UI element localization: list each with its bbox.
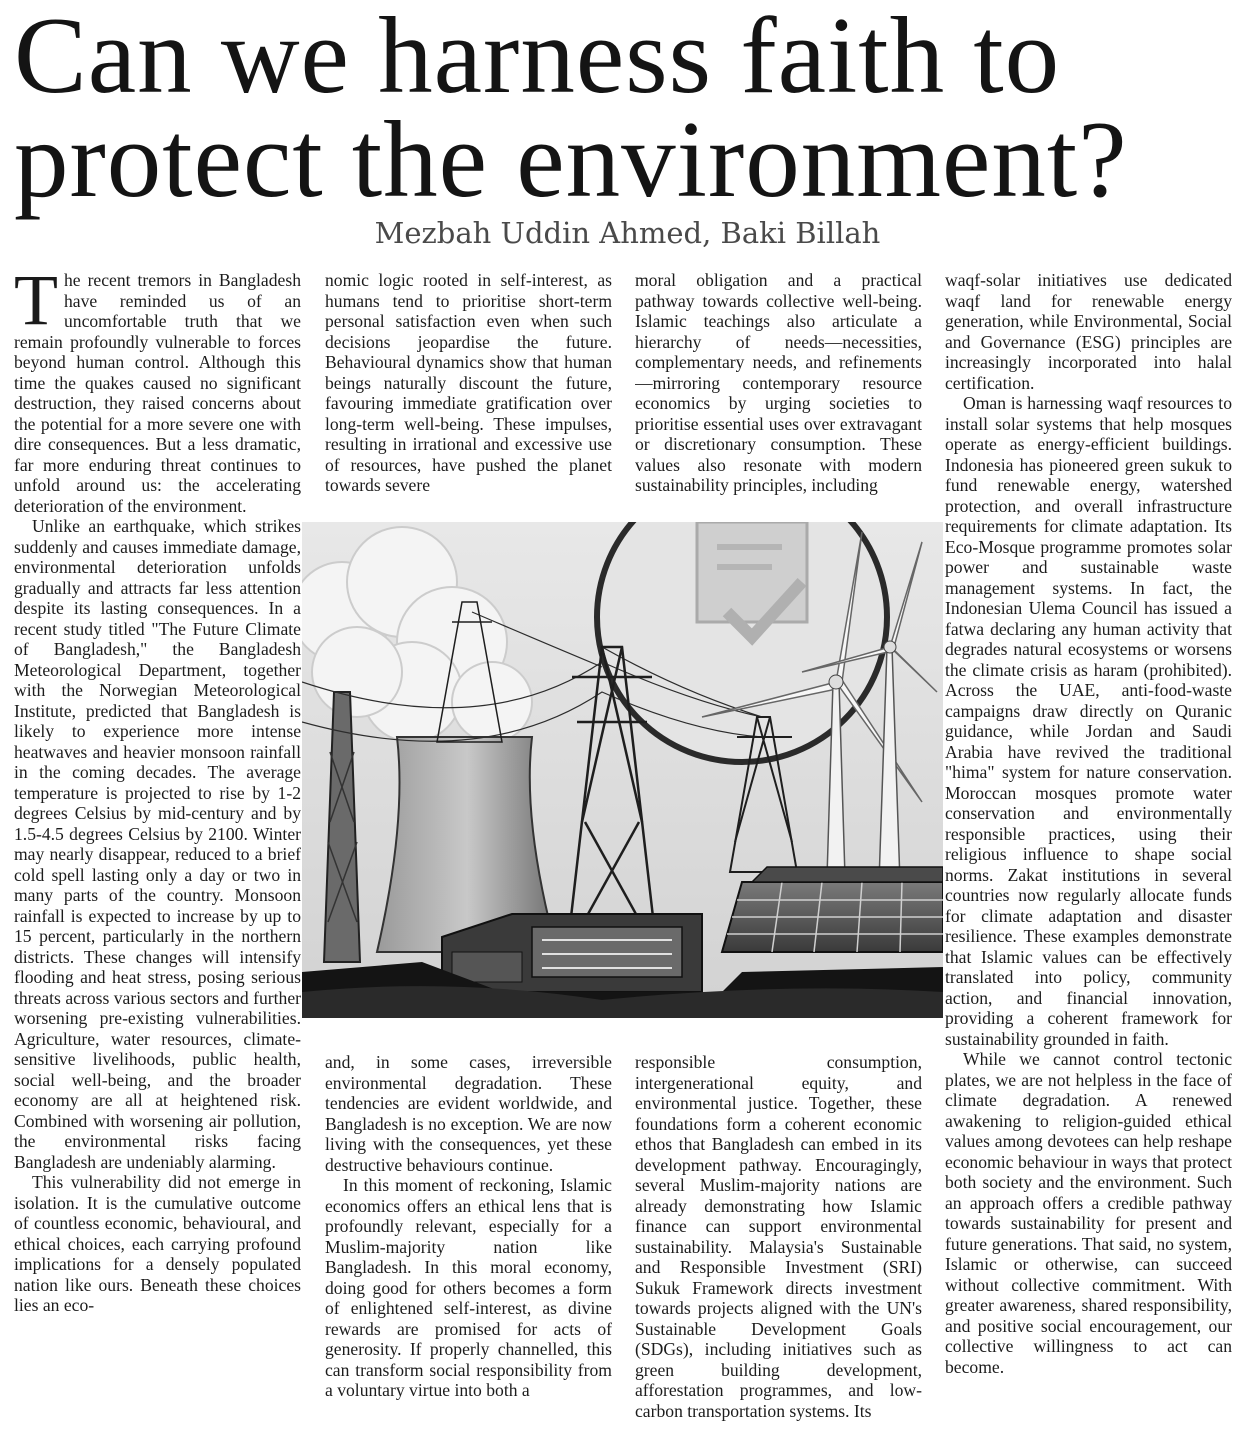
paragraph: responsible consumption, intergenerational equity, and environmental justice. Together, these foundations form a coherent economic ethos that Bangladesh can embed in its development pathway. Encouragingly, several Muslim-majority nations are already demonstrating how Islamic finance can support environmental sustainability. Malaysia's Sustainable and Responsible Investment (SRI) Sukuk Framework directs investment towards projects aligned with the UN's Sustainable Development Goals (SDGs), including initiatives such as green building development, afforestation programmes, and low-carbon transportation systems. Its — [635, 1052, 922, 1421]
column-4 — [945, 270, 1232, 1430]
drop-cap: T — [14, 270, 58, 340]
energy-illustration — [302, 522, 943, 1018]
byline-authors: Mezbah Uddin Ahmed, Baki Billah — [374, 216, 881, 250]
paragraph: In this moment of reckoning, Islamic economics offers an ethical lens that is profoundly relevant, especially for a Muslim-majority nation like Bangladesh. In this moral economy, doing good for others becomes a form of enlightened self-interest, as divine rewards are promised for acts of generosity. If properly channelled, this can transform social responsibility from a voluntary virtue into both a — [325, 1175, 612, 1400]
paragraph: nomic logic rooted in self-interest, as humans tend to prioritise short-term personal satisfaction even when such decisions jeopardise the future. Behavioural dynamics show that human beings naturally discount the future, favouring immediate gratification over long-term well-being. These impulses, resulting in irrational and excessive use of resources, have pushed the planet towards severe — [325, 270, 612, 495]
headline-line-2: protect the environment? — [14, 99, 1128, 220]
paragraph: The recent tremors in Bangladesh have reminded us of an uncomfortable truth that we remain profoundly vulnerable to forces beyond human control. Although this time the quakes caused no significant destruction, they raised concerns about the potential for a more severe one with dire consequences. But a less dramatic, far more enduring threat continues to unfold around us: the accelerating deterioration of the environment. — [14, 270, 301, 516]
column-1 — [14, 270, 301, 1430]
factory-building — [442, 914, 702, 992]
paragraph: moral obligation and a practical pathway towards collective well-being. Islamic teachings also articulate a hierarchy of needs—necessities, complementary needs, and refinements—mirroring contemporary resource economics by urging societies to prioritise essential uses over extravagant or discretionary consumption. These values also resonate with modern sustainability principles, including — [635, 270, 922, 495]
column-2-bottom — [325, 1052, 612, 1430]
paragraph: and, in some cases, irreversible environmental degradation. These tendencies are evident worldwide, and Bangladesh is no exception. We are now living with the consequences, yet these destructive behaviours continue. — [325, 1052, 612, 1175]
energy-illustration-svg — [302, 522, 943, 1018]
paragraph: This vulnerability did not emerge in isolation. It is the cumulative outcome of countless economic, behavioural, and ethical choices, each carrying profound implications for a densely populated nation like ours. Beneath these choices lies an eco- — [14, 1172, 301, 1315]
paragraph: Oman is harnessing waqf resources to install solar systems that help mosques operate as energy-efficient buildings. Indonesia has pioneered green sukuk to fund renewable energy, watershed protection, and overall infrastructure requirements for climate adaptation. Its Eco-Mosque programme promotes solar power and sustainable waste management systems. In fact, the Indonesian Ulema Council has issued a fatwa declaring any human activity that degrades natural ecosystems or worsens the climate crisis as haram (prohibited). Across the UAE, anti-food-waste campaigns draw directly on Quranic guidance, while Jordan and Saudi Arabia have revived the traditional "hima" system for nature conservation. Moroccan mosques promote water conservation and environmentally responsible practices, using their religious influence to shape social norms. Zakat institutions in several countries now regularly allocate funds for climate adaptation and disaster resilience. These examples demonstrate that Islamic values can be effectively translated into policy, community action, and financial innovation, providing a coherent framework for sustainability grounded in faith. — [945, 393, 1232, 1049]
paragraph: While we cannot control tectonic plates, we are not helpless in the face of climate degradation. A renewed awakening to religion-guided ethical values among devotees can help reshape economic behaviour in ways that protect both society and the environment. Such an approach offers a credible pathway towards sustainability for present and future generations. That said, no system, Islamic or otherwise, can succeed without collective commitment. With greater awareness, shared responsibility, and positive social encouragement, our collective willingness to act can become. — [945, 1049, 1232, 1377]
solar-panels — [722, 867, 943, 952]
paragraph: waqf-solar initiatives use dedicated waqf land for renewable energy generation, while Environmental, Social and Governance (ESG) principles are increasingly incorporated into halal certification. — [945, 270, 1232, 393]
headline — [14, 0, 1244, 220]
paragraph: Unlike an earthquake, which strikes suddenly and causes immediate damage, environmental deterioration unfolds gradually and attracts far less attention despite its lasting consequences. In a recent study titled "The Future Climate of Bangladesh," the Bangladesh Meteorological Department, together with the Norwegian Meteorological Institute, predicted that Bangladesh is likely to experience more intense heatwaves and heavier monsoon rainfall in the coming decades. The average temperature is projected to rise by 1-2 degrees Celsius by mid-century and by 1.5-4.5 degrees Celsius by 2100. Winter may nearly disappear, reduced to a brief cold spell lasting only a day or two in many parts of the country. Monsoon rainfall is expected to increase by up to 15 percent, particularly in the northern districts. These changes will intensify flooding and heat stress, posing serious threats across various sectors and further worsening pre-existing vulnerabilities. Agriculture, water resources, climate-sensitive livelihoods, public health, social well-being, and the broader economy are all at heightened risk. Combined with worsening air pollution, the environmental risks facing Bangladesh are undeniably alarming. — [14, 516, 301, 1172]
byline — [0, 216, 1251, 250]
headline-line-1: Can we harness faith to — [14, 0, 1061, 116]
column-3-top — [635, 270, 922, 498]
column-2-top — [325, 270, 612, 498]
column-3-bottom — [635, 1052, 922, 1430]
